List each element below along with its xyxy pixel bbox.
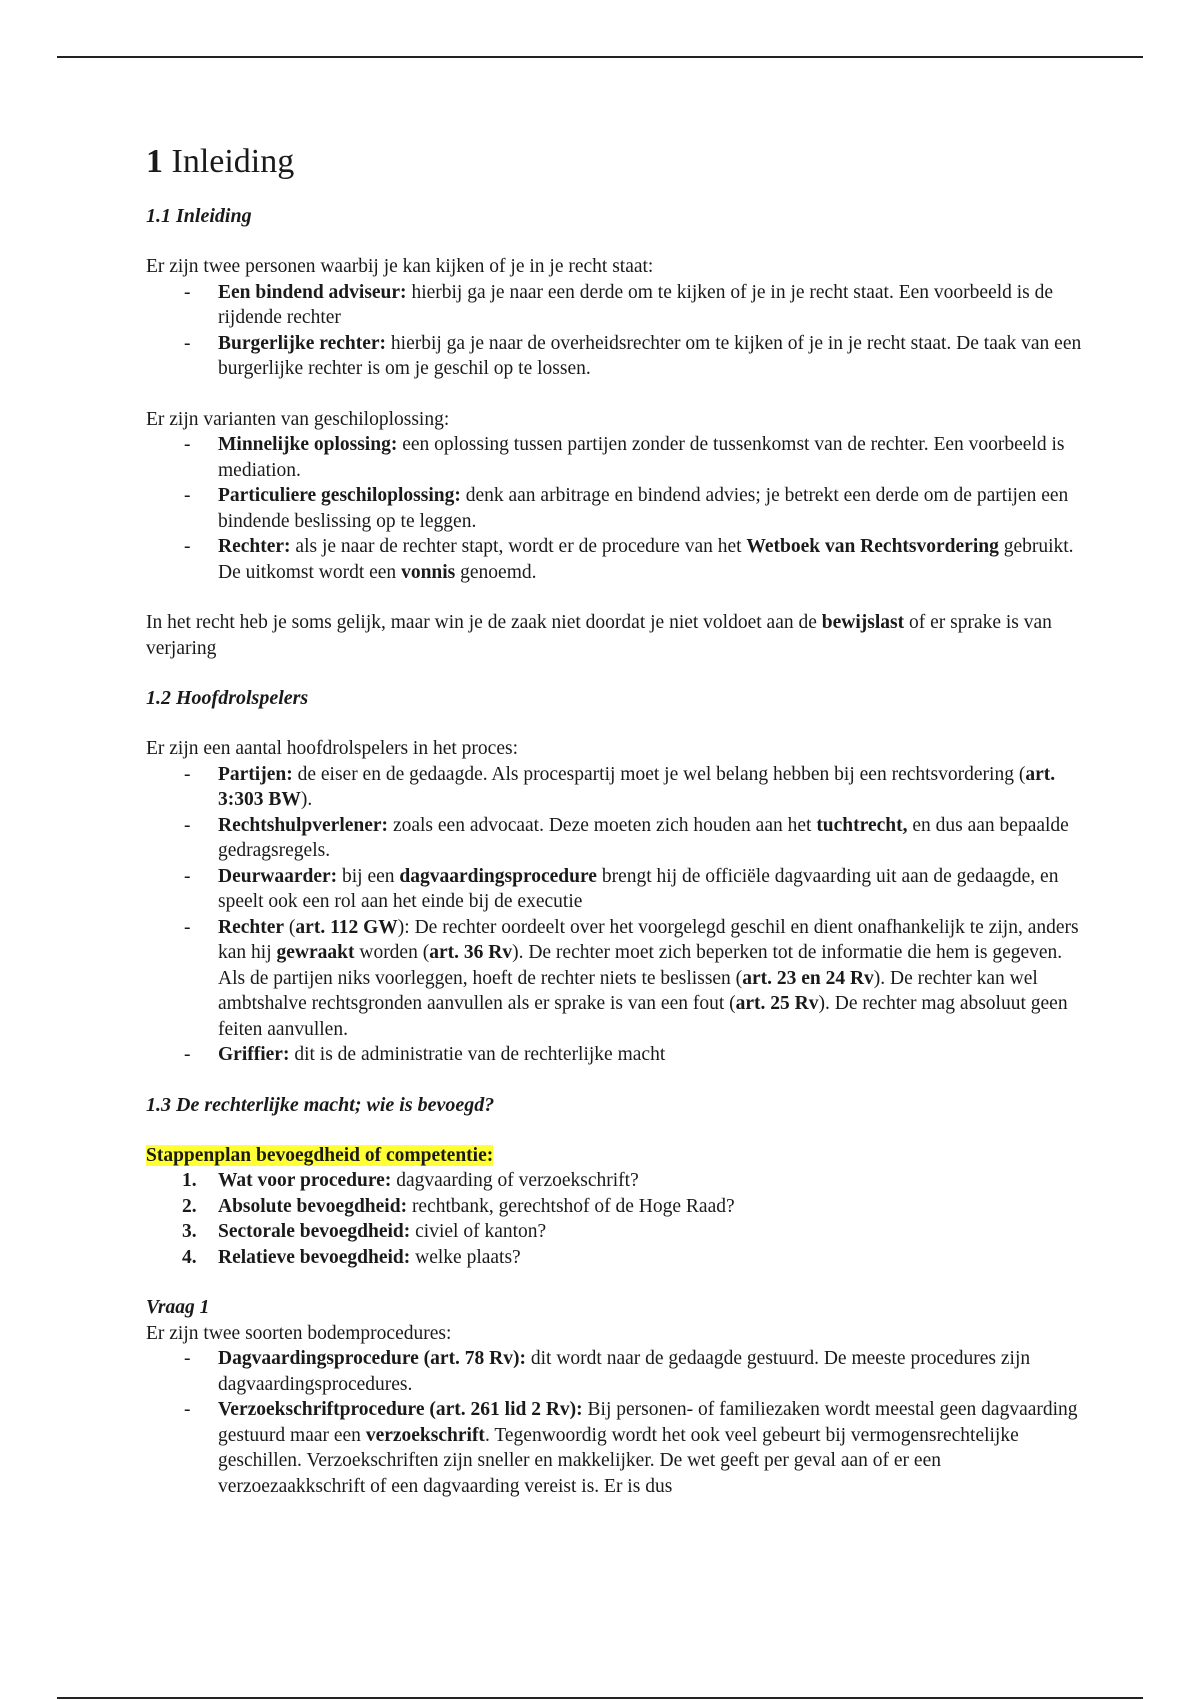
vraag-heading: Vraag 1 — [146, 1297, 210, 1318]
article-ref: art. 25 Rv — [735, 993, 819, 1014]
list-item — [146, 280, 1086, 331]
list-item — [146, 1168, 1086, 1194]
dash-bullet: - — [184, 1399, 191, 1420]
text: gebruikt. De uitkomst wordt een — [218, 536, 1074, 583]
list-bodemprocedures — [146, 1346, 1086, 1499]
text: ( — [284, 916, 296, 938]
text: zoals een advocaat. Deze moeten zich houden aan het — [388, 814, 817, 836]
step-number: 3. — [182, 1221, 197, 1242]
list-hoofdrolspelers — [146, 762, 1086, 1068]
step-number: 1. — [182, 1170, 197, 1191]
list-item — [146, 1219, 1086, 1245]
dash-bullet: - — [184, 536, 191, 557]
definition: hierbij ga je naar een derde om te kijken of je in je recht staat. Een voorbeeld is de rijdende rechter — [218, 281, 1054, 328]
term: Verzoekschriftprocedure (art. 261 lid 2 Rv): — [218, 1399, 583, 1420]
article-ref: art. 23 en 24 Rv — [742, 967, 874, 989]
paragraph: Er zijn twee soorten bodemprocedures: — [146, 1322, 452, 1344]
paragraph — [146, 610, 1086, 661]
dash-bullet: - — [184, 281, 191, 303]
term: Rechtshulpverlener: — [218, 814, 389, 836]
chapter-title: Inleiding — [171, 143, 295, 180]
list-item — [146, 864, 1086, 915]
dash-bullet: - — [184, 485, 191, 506]
text: Bij personen- of familiezaken wordt meestal geen dagvaarding gestuurd maar een — [218, 1399, 1078, 1446]
section-heading-1-2: 1.2 Hoofdrolspelers — [146, 687, 309, 709]
definition: dagvaarding of verzoekschrift? — [391, 1170, 639, 1191]
step-number: 4. — [182, 1246, 197, 1268]
paragraph: Er zijn twee personen waarbij je kan kijken of je in je recht staat: — [146, 256, 654, 277]
dash-bullet: - — [184, 1348, 191, 1369]
step-number: 2. — [182, 1195, 197, 1217]
emphasis: bewijslast — [821, 612, 905, 633]
list-item — [146, 331, 1086, 382]
list-item — [146, 1346, 1086, 1397]
stappenplan-list — [146, 1168, 1086, 1270]
text: als je naar de rechter stapt, wordt er de procedure van het — [290, 536, 747, 557]
section-heading-1-1: 1.1 Inleiding — [146, 205, 252, 227]
term: Sectorale bevoegdheid: — [218, 1221, 411, 1242]
dash-bullet: - — [184, 916, 191, 938]
list-personen — [146, 280, 1086, 382]
emphasis: Wetboek van Rechtsvordering — [746, 536, 999, 557]
dash-bullet: - — [184, 1044, 191, 1065]
list-item — [146, 813, 1086, 864]
text: ). — [300, 789, 313, 810]
list-item — [146, 762, 1086, 813]
term: Dagvaardingsprocedure (art. 78 Rv): — [218, 1348, 527, 1369]
dash-bullet: - — [184, 814, 191, 836]
list-item — [146, 1042, 1086, 1068]
text: ). De rechter kan wel ambtshalve rechtsgronden aanvullen als er sprake is van een fout ( — [218, 967, 1038, 1014]
term: Absolute bevoegdheid: — [218, 1195, 408, 1217]
definition: dit is de administratie van de rechterlijke macht — [289, 1044, 666, 1065]
emphasis: tuchtrecht, — [816, 814, 908, 836]
text: brengt hij de officiële dagvaarding uit aan de gedaagde, en speelt ook een rol aan het einde bij de executie — [218, 865, 1059, 912]
definition: civiel of kanton? — [410, 1221, 547, 1242]
list-item — [146, 1245, 1086, 1271]
definition: rechtbank, gerechtshof of de Hoge Raad? — [407, 1195, 735, 1217]
article-ref: art. 3:303 BW — [218, 763, 1056, 810]
emphasis: vonnis — [401, 561, 456, 583]
dash-bullet: - — [184, 332, 191, 354]
text: of er sprake is van verjaring — [146, 612, 1052, 659]
paragraph: Er zijn een aantal hoofdrolspelers in het proces: — [146, 738, 518, 759]
chapter-number: 1 — [146, 143, 163, 180]
document-body — [146, 142, 1086, 1499]
definition: denk aan arbitrage en bindend advies; je betrekt een derde om de partijen een bindende beslissing op te leggen. — [218, 485, 1069, 532]
term: Rechter: — [218, 536, 291, 557]
dash-bullet: - — [184, 865, 191, 887]
definition: dit wordt naar de gedaagde gestuurd. De meeste procedures zijn dagvaardingsprocedures. — [218, 1348, 1031, 1395]
text: ): De rechter oordeelt over het voorgelegd geschil en dient onafhankelijk te zijn, anders kan hij — [218, 916, 1079, 963]
emphasis: dagvaardingsprocedure — [399, 865, 597, 887]
term: Burgerlijke rechter: — [218, 332, 387, 354]
text: bij een — [337, 865, 400, 887]
list-varianten — [146, 432, 1086, 585]
definition: een oplossing tussen partijen zonder de tussenkomst van de rechter. Een voorbeeld is mediation. — [218, 434, 1065, 481]
emphasis: gewraakt — [276, 942, 355, 963]
list-item — [146, 1194, 1086, 1220]
term: Relatieve bevoegdheid: — [218, 1246, 411, 1268]
term: Rechter — [218, 916, 285, 938]
term: Wat voor procedure: — [218, 1170, 392, 1191]
top-rule — [57, 56, 1143, 58]
list-item — [146, 915, 1086, 1043]
text: ). De rechter mag absoluut geen feiten aanvullen. — [218, 993, 1068, 1040]
article-ref: art. 112 GW — [295, 916, 398, 938]
list-item — [146, 483, 1086, 534]
section-heading-1-3: 1.3 De rechterlijke macht; wie is bevoegd? — [146, 1093, 495, 1116]
text: en dus aan bepaalde gedragsregels. — [218, 814, 1069, 861]
term: Particuliere geschiloplossing: — [218, 485, 461, 506]
term: Deurwaarder: — [218, 865, 338, 887]
list-item — [146, 1397, 1086, 1499]
text: . Tegenwoordig wordt het ook veel gebeurt bij vermogensrechtelijke geschillen. Verzoekschriften zijn sneller en makkelijker. De wet geeft per geval aan of er een verzoezaakkschrift of een dagvaarding vereist is. Er is dus — [218, 1424, 1019, 1497]
term: Een bindend adviseur: — [218, 281, 407, 303]
text: genoemd. — [455, 561, 537, 583]
text: ). De rechter moet zich beperken tot de informatie die hem is gegeven. Als de partijen niks voorleggen, hoeft de rechter niets te beslissen ( — [218, 942, 1063, 989]
emphasis: verzoekschrift — [365, 1424, 485, 1446]
paragraph: Er zijn varianten van geschiloplossing: — [146, 408, 450, 430]
list-item — [146, 432, 1086, 483]
term: Minnelijke oplossing: — [218, 434, 398, 455]
text: In het recht heb je soms gelijk, maar win je de zaak niet doordat je niet voldoet aan de — [146, 612, 822, 633]
definition: welke plaats? — [410, 1246, 521, 1268]
term: Griffier: — [218, 1044, 290, 1065]
dash-bullet: - — [184, 434, 191, 455]
article-ref: art. 36 Rv — [429, 942, 513, 963]
highlighted-text: Stappenplan bevoegdheid of competentie: — [146, 1144, 494, 1166]
definition: hierbij ga je naar de overheidsrechter om te kijken of je in je recht staat. De taak van een burgerlijke rechter is om je geschil op te lossen. — [218, 332, 1082, 379]
chapter-heading — [146, 142, 1086, 182]
text: de eiser en de gedaagde. Als procespartij moet je wel belang hebben bij een rechtsvordering ( — [292, 763, 1026, 785]
highlighted-heading — [146, 1143, 1086, 1169]
dash-bullet: - — [184, 763, 191, 785]
bottom-rule — [57, 1697, 1143, 1699]
list-item — [146, 534, 1086, 585]
term: Partijen: — [218, 763, 293, 785]
text: worden ( — [354, 942, 430, 963]
